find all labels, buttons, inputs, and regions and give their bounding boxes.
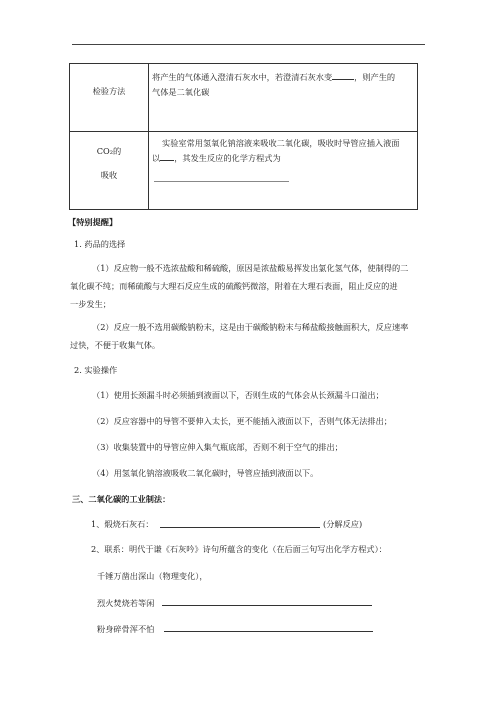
test-method-text-c: 气体是二氧化碳 [152,87,210,97]
absorb-text-b: 以 [152,153,161,163]
industrial-heading: 三、二氧化碳的工业制法： [72,494,171,504]
row-label-co2-absorb-top: CO₂的 [96,146,122,156]
top-rule [72,44,425,45]
poem-line: 烈火焚烧若等闲 [97,598,155,608]
absorb-text-c: ，其发生反应的化学方程式为 [174,153,281,163]
operation-item: （4）用氢氧化钠溶液吸收二氧化碳时，导管应插到液面以下。 [92,468,319,478]
row-label-co2-absorb-bottom: 吸收 [100,170,118,180]
tip-paragraph-line: 氧化碳不纯；而稀硫酸与大理石反应生成的硫酸钙微溶，附着在大理石表面，阻止反应的进 [70,281,398,291]
tip-paragraph-line: 一步发生； [70,299,111,309]
answer-line [160,527,320,528]
absorb-text-a: 实验室常用氢氧化钠溶液来吸收二氧化碳，吸收时导管应插入液面 [162,138,400,148]
operation-item: （1）使用长颈漏斗时必须插到液面以下，否则生成的气体会从长颈漏斗口溢出； [92,390,384,400]
tip-paragraph-line: 过快，不便于收集气体。 [70,340,161,350]
operation-item: （3）收集装置中的导管应伸入集气瓶底部，否则不利于空气的排出； [92,442,343,452]
answer-blank [332,70,354,80]
info-table [69,63,418,210]
poem-line: 粉身碎骨浑不怕 [97,624,155,634]
section-operation-title: 2. 实验操作 [74,365,118,375]
row-text-test-method [152,70,415,100]
tip-paragraph-line: （2）反应一般不选用碳酸钠粉末，这是由于碳酸钠粉末与稀盐酸接触面积大，反应速率 [92,322,409,332]
table-divider-horizontal [70,131,417,132]
table-divider-vertical [148,64,149,209]
special-tips-heading: 【特别提醒】 [68,217,118,227]
operation-item: （2）反应容器中的导管不要伸入太长，更不能插入液面以下，否则气体无法排出； [92,416,392,426]
section-drug-choice-title: 1. 药品的选择 [74,239,126,249]
test-method-text-b: ，则产生的 [354,72,396,82]
item-calcine-limestone: 1、煅烧石灰石： [91,519,154,529]
answer-line [162,605,372,606]
equation-answer-line [154,181,289,182]
tip-paragraph-line: （1）反应物一般不选浓盐酸和稀硫酸，原因是浓盐酸易挥发出氯化氢气体，使制得的二 [92,263,409,273]
poem-line: 千锤万凿出深山（物理变化）， [97,571,208,581]
row-label-test-method: 检验方法 [92,86,126,96]
item-poem-connection: 2、联系：明代于谦《石灰吟》诗句所蕴含的变化（在后面三句写出化学方程式）： [91,544,387,554]
row-text-co2-absorb [152,136,415,166]
decomposition-note: (分解反应) [323,519,363,529]
answer-blank [160,151,174,161]
test-method-text-a: 将产生的气体通入澄清石灰水中，若澄清石灰水变 [152,72,333,82]
answer-line [164,631,373,632]
